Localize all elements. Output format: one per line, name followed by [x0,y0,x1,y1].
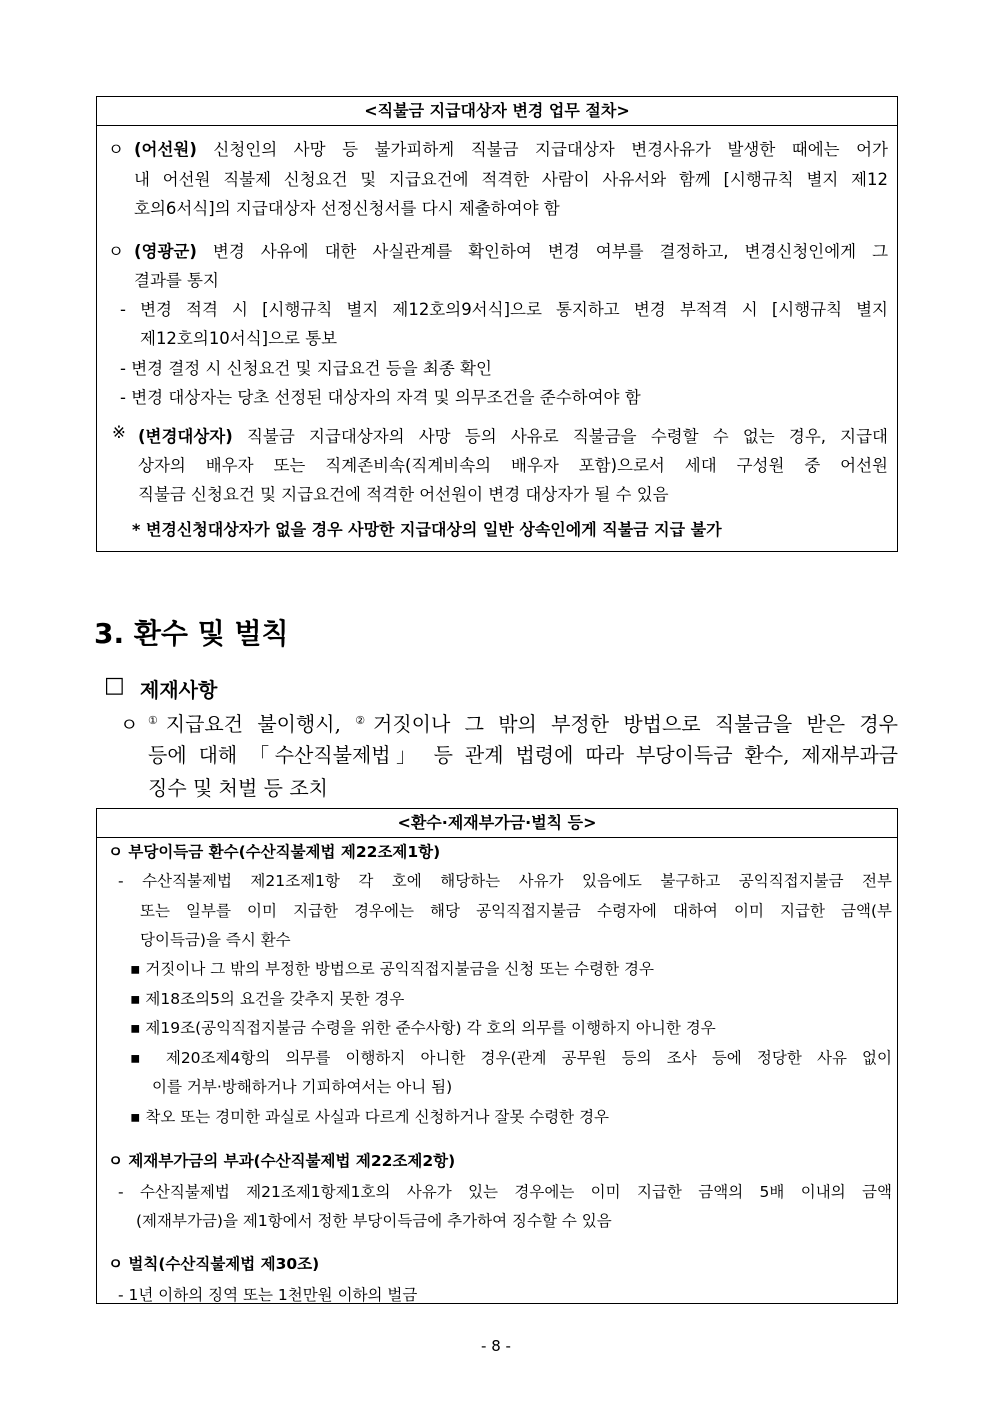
page-number: - 8 - [481,1337,511,1355]
section-2-desc-line-1: - 수산직불제법 제21조제1항제1호의 사유가 있는 경우에는 이미 지급한 금액의 5배 이내의 금액 [118,1183,892,1201]
p2-label: (영광군) [134,242,197,260]
section-1-desc-line-3: 당이득금)을 즉시 환수 [140,931,291,949]
dash-1-line-2: 제12호의10서식]으로 통보 [140,329,338,348]
section-2-title: ㅇ 제재부가금의 부과(수산직불제법 제22조제2항) [108,1152,456,1170]
dash-3: - 변경 대상자는 당초 선정된 대상자의 자격 및 의무조건을 준수하여야 함 [120,388,641,407]
note-label: (변경대상자) [138,427,233,445]
sub-bullet-4-line-2: 이를 거부·방해하거나 기피하여서는 아니 됨) [152,1078,453,1096]
p1-line-3: 호의6서식]의 지급대상자 선정신청서를 다시 제출하여야 함 [134,199,560,218]
sub-bullet-4-line-1: ▪ 제20조제4항의 의무를 이행하지 아니한 경우(관계 공무원 등의 조사 등에 정당한 사유 없이 [130,1049,892,1067]
section-1-desc-line-1: - 수산직불제법 제21조제1항 각 호에 해당하는 사유가 있음에도 불구하고 공익직접지불금 전부 [118,872,892,890]
sanctions-box-title: <환수·제재부가금·벌칙 등> [97,809,897,838]
intro-line-1: ①지급요건 불이행시, ②거짓이나 그 밖의 부정한 방법으로 직불금을 받은 경우 [148,712,898,736]
p1-bullet: ㅇ [108,140,124,159]
note-line-1: (변경대상자) 직불금 지급대상자의 사망 등의 사유로 직불금을 수령할 수 없는 경우, 지급대 [138,427,888,445]
sub-bullet-2: ▪ 제18조의5의 요건을 갖추지 못한 경우 [130,990,405,1008]
intro-line-3: 징수 및 처벌 등 조치 [148,776,328,800]
section-3-title: ㅇ 벌칙(수산직불제법 제30조) [108,1255,320,1273]
procedure-box-title: <직불금 지급대상자 변경 업무 절차> [97,97,897,126]
note-line-2: 상자의 배우자 또는 직계존비속(직계비속의 배우자 포함)으로서 세대 구성원 중 어선원 [138,456,888,474]
section-1-desc-line-2: 또는 일부를 이미 지급한 경우에는 해당 공익직접지불금 수령자에 대하여 이미 지급한 금액(부 [140,902,892,920]
subsection-box-icon: □ [104,673,125,698]
p1-line-1: (어선원) 신청인의 사망 등 불가피하게 직불금 지급대상자 변경사유가 발생한 때에는 어가 [134,140,888,158]
p2-line-1: (영광군) 변경 사유에 대한 사실관계를 확인하여 변경 여부를 결정하고, 변경신청인에게 그 [134,242,888,260]
section-2-desc-line-2: (제재부가금)을 제1항에서 정한 부당이득금에 추가하여 징수할 수 있음 [136,1212,612,1230]
intro-line-2: 등에 대해 「수산직불제법」 등 관계 법령에 따라 부당이득금 환수, 제재부과금 [148,743,898,767]
sub-bullet-1: ▪ 거짓이나 그 밖의 부정한 방법으로 공익직접지불금을 신청 또는 수령한 경우 [130,960,654,978]
sub-bullet-5: ▪ 착오 또는 경미한 과실로 사실과 다르게 신청하거나 잘못 수령한 경우 [130,1108,610,1126]
note-line-3: 직불금 신청요건 및 지급요건에 적격한 어선원이 변경 대상자가 될 수 있음 [138,485,669,504]
section-heading: 3. 환수 및 벌칙 [94,617,289,650]
p2-bullet: ㅇ [108,242,124,261]
note-mark: ※ [112,423,126,442]
sub-bullet-3: ▪ 제19조(공익직접지불금 수령을 위한 준수사항) 각 호의 의무를 이행하지 아니한 경우 [130,1019,716,1037]
section-1-title: ㅇ 부당이득금 환수(수산직불제법 제22조제1항) [108,843,441,861]
subsection-title: 제재사항 [140,678,218,702]
p1-label: (어선원) [134,140,197,158]
section-3-desc: - 1년 이하의 징역 또는 1천만원 이하의 벌금 [118,1286,418,1304]
intro-bullet: ㅇ [120,714,139,736]
dash-2: - 변경 결정 시 신청요건 및 지급요건 등을 최종 확인 [120,359,492,378]
dash-1-line-1: - 변경 적격 시 [시행규칙 별지 제12호의9서식]으로 통지하고 변경 부적격 시 [시행규칙 별지 [120,300,888,318]
p1-line-2: 내 어선원 직불제 신청요건 및 지급요건에 적격한 사람이 사유서와 함께 [시행규칙 별지 제12 [134,170,888,188]
p2-line-2: 결과를 통지 [134,271,219,290]
star-note: * 변경신청대상자가 없을 경우 사망한 지급대상의 일반 상속인에게 직불금 지급 불가 [132,520,722,539]
